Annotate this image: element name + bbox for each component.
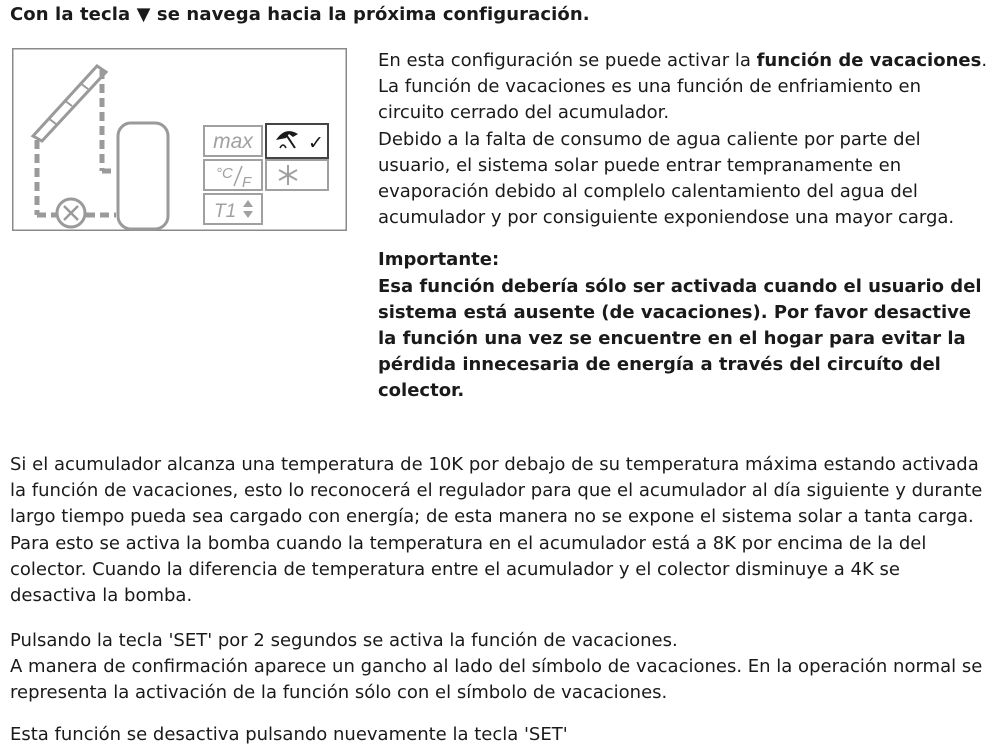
intro-text-a: En esta configuración se puede activar la (378, 50, 757, 71)
menu-cell-max (204, 126, 262, 156)
menu-cell-units (204, 160, 262, 191)
vacation-function-term: función de vacaciones (756, 50, 982, 71)
behaviour-text: Si el acumulador alcanza una temperatura de 10K por debajo de su temperatura máxima estando activada la función de vacaciones, esto lo reconocerá el regulador para que el acumulador al día siguiente y durante largo tiempo pueda sea cargado con energía; de esta manera no se expone el sistema solar a tanta carga. Para esto se activa la bomba cuando la temperatura en el acumulador está a 8K por encima de la del colector. Cuando la diferencia de temperatura entre el acumulador y el colector disminuye a 4K se desactiva la bomba. (10, 454, 983, 607)
vacation-umbrella-icon (276, 131, 298, 148)
activation-line-1: Pulsando la tecla 'SET' por 2 segundos se activa la función de vacaciones. (10, 630, 678, 651)
important-title: Importante: (378, 249, 500, 271)
check-mark-icon: ✓ (308, 132, 324, 154)
intro-section (378, 48, 990, 405)
menu-cell-vacation (266, 124, 328, 158)
important-body: Esa función debería sólo ser activada cuando el usuario del sistema está ausente (de vacaciones). Por favor desactive la función una vez se encuentre en el hogar para evitar la pérdida innecesaria de energía a través del circuíto del colector. (378, 275, 982, 402)
menu-cell-frost (266, 160, 328, 190)
celsius-label: °C (216, 165, 233, 182)
max-label: max (213, 130, 253, 153)
paragraph-deactivation (10, 722, 990, 748)
paragraph-behaviour (10, 452, 990, 609)
pipe-lines (37, 70, 116, 215)
intro-paragraph (378, 48, 990, 231)
intro-text-c: . La función de vacaciones es una función de enfriamiento en circuito cerrado del acumulador. (378, 50, 988, 124)
storage-tank-icon (118, 123, 168, 229)
activation-line-2: A manera de confirmación aparece un gancho al lado del símbolo de vacaciones. En la operación normal se representa la activación de la función sólo con el símbolo de vacaciones. (10, 656, 983, 704)
menu-cell-sensor (204, 194, 262, 224)
display-illustration (12, 48, 347, 231)
important-note (378, 247, 990, 404)
intro-text-2: Debido a la falta de consumo de agua caliente por parte del usuario, el sistema solar puede entrar tempranamente en evaporación debido al complelo calentamiento del agua del acumulador y por consiguiente exponiendose una mayor carga. (378, 128, 955, 229)
snowflake-icon (279, 165, 297, 185)
sensor-label: T1 (214, 201, 237, 222)
paragraph-activation (10, 628, 990, 707)
fahrenheit-label: F (242, 174, 252, 191)
heading: Con la tecla ▼ se navega hacia la próxima configuración. (10, 4, 590, 25)
pump-icon (57, 199, 85, 227)
solar-collector-icon (33, 66, 106, 141)
up-down-arrows-icon (243, 200, 253, 218)
deactivation-text: Esta función se desactiva pulsando nuevamente la tecla 'SET' (10, 724, 568, 745)
display-diagram-svg (12, 48, 347, 231)
